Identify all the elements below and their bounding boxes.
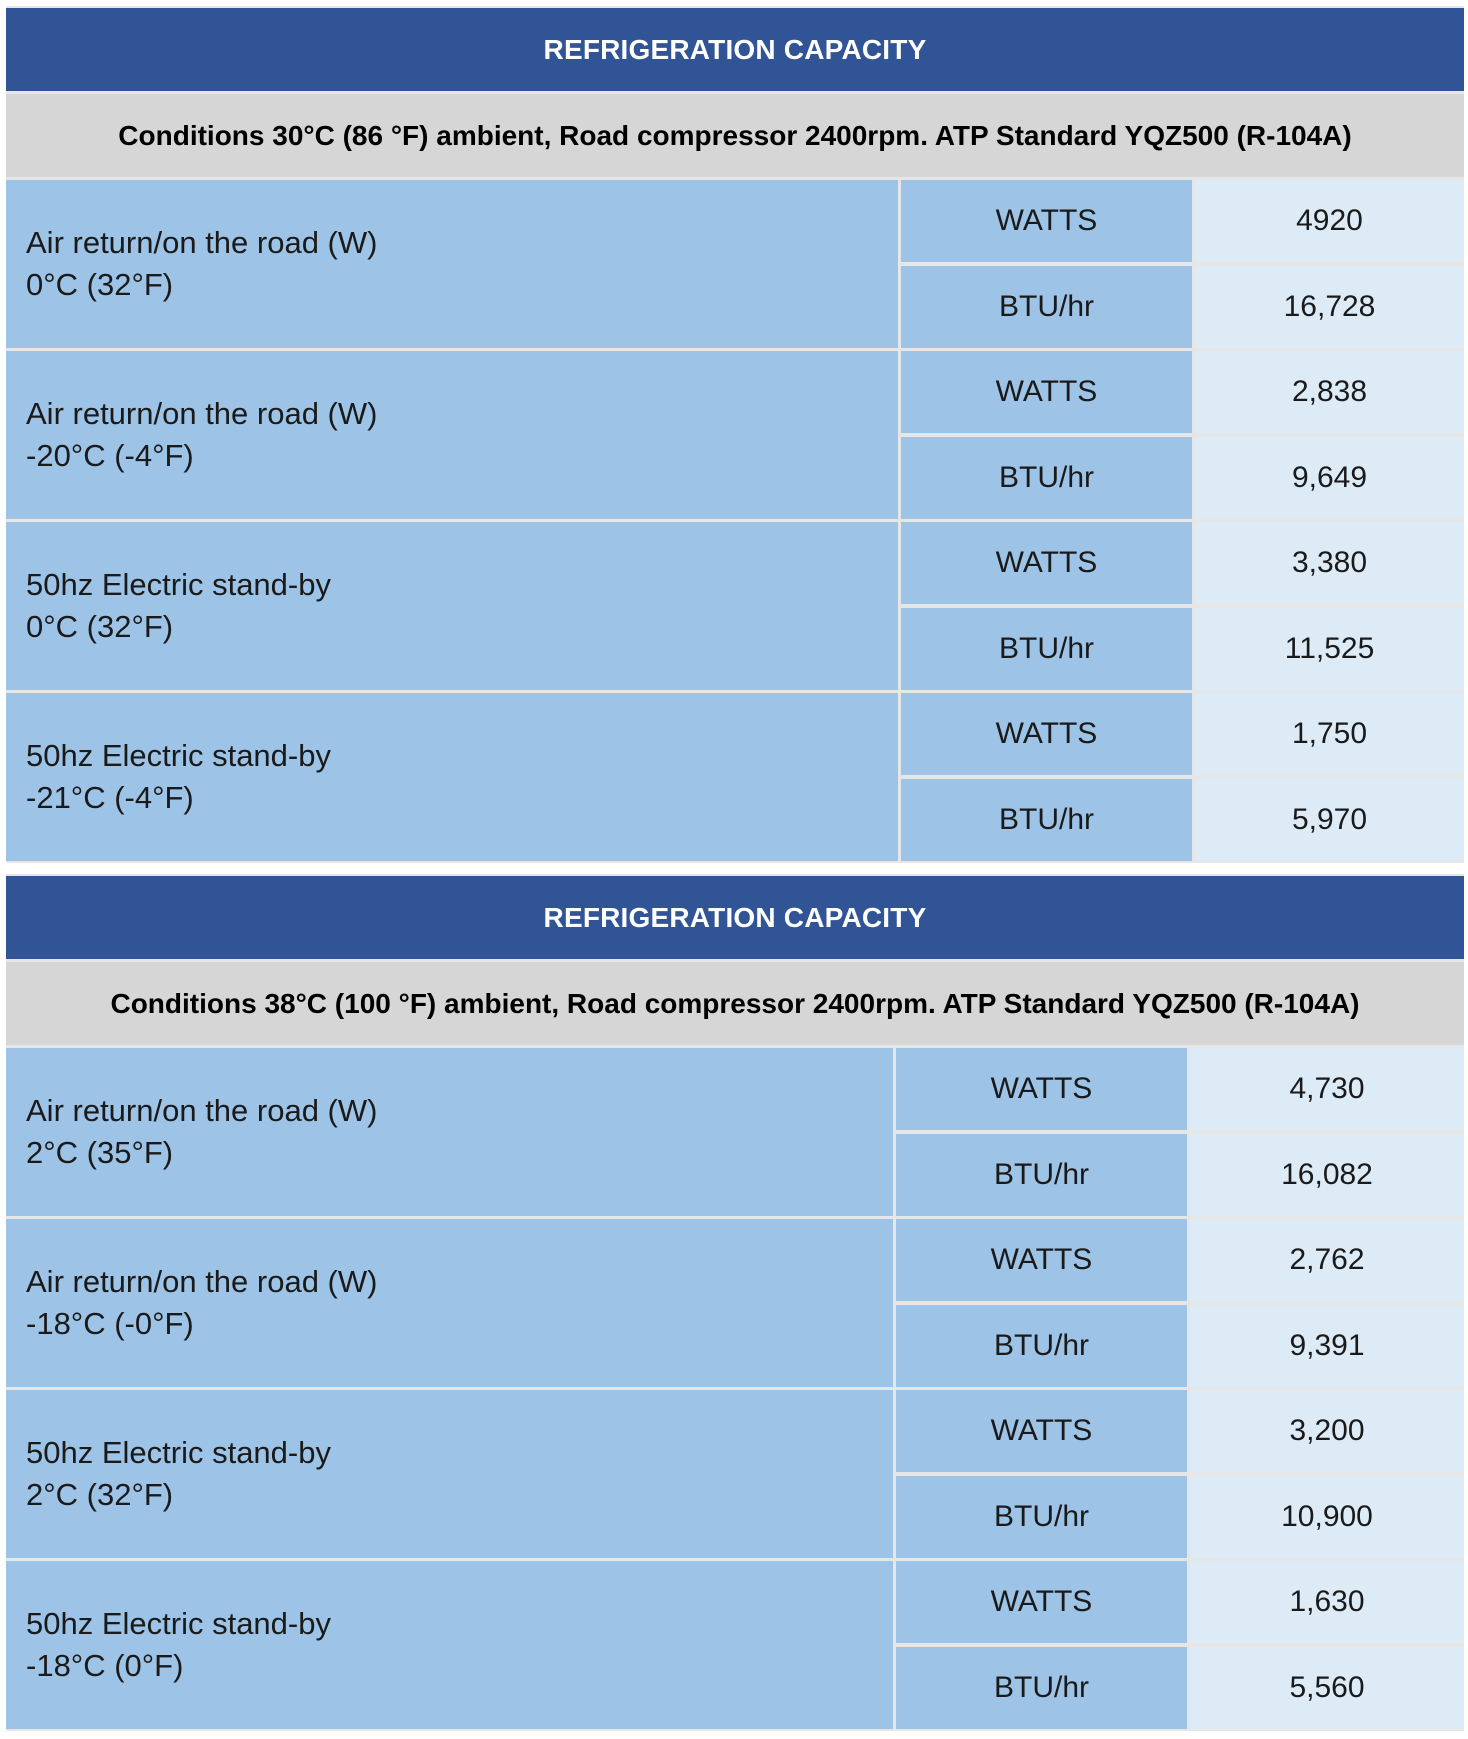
table-title: REFRIGERATION CAPACITY [6, 876, 1464, 959]
row-label-temp: -21°C (-4°F) [26, 780, 194, 815]
unit-watts: WATTS [896, 1219, 1187, 1301]
row-label [6, 1561, 893, 1729]
value-btu: 16,728 [1195, 266, 1464, 348]
table-title: REFRIGERATION CAPACITY [6, 8, 1464, 91]
table-row [6, 180, 1464, 348]
unit-btu: BTU/hr [896, 1476, 1187, 1558]
value-watts: 1,750 [1195, 693, 1464, 775]
value-btu: 10,900 [1190, 1476, 1464, 1558]
row-label-temp: 2°C (35°F) [26, 1135, 174, 1170]
row-label-mode: 50hz Electric stand-by [26, 738, 331, 773]
row-label-mode: 50hz Electric stand-by [26, 1435, 331, 1470]
unit-watts: WATTS [896, 1048, 1187, 1130]
row-label-mode: Air return/on the road (W) [26, 225, 378, 260]
value-watts: 2,838 [1195, 351, 1464, 433]
row-label-mode: Air return/on the road (W) [26, 1093, 378, 1128]
row-label-mode: Air return/on the road (W) [26, 1264, 378, 1299]
row-label-temp: -18°C (0°F) [26, 1648, 184, 1683]
unit-btu: BTU/hr [901, 437, 1192, 519]
value-btu: 5,560 [1190, 1647, 1464, 1729]
row-label-mode: 50hz Electric stand-by [26, 1606, 331, 1641]
row-label [6, 1219, 893, 1387]
value-watts: 2,762 [1190, 1219, 1464, 1301]
value-watts: 1,630 [1190, 1561, 1464, 1643]
value-btu: 9,391 [1190, 1305, 1464, 1387]
table-row [6, 351, 1464, 519]
conditions-header: Conditions 38°C (100 °F) ambient, Road compressor 2400rpm. ATP Standard YQZ500 (R-104A) [6, 962, 1464, 1045]
value-btu: 16,082 [1190, 1134, 1464, 1216]
unit-btu: BTU/hr [896, 1305, 1187, 1387]
table-row [6, 1390, 1464, 1558]
unit-btu: BTU/hr [901, 779, 1192, 861]
value-watts: 4920 [1195, 180, 1464, 262]
value-btu: 9,649 [1195, 437, 1464, 519]
table-row [6, 1219, 1464, 1387]
capacity-table-30c [6, 6, 1464, 863]
unit-btu: BTU/hr [896, 1134, 1187, 1216]
unit-watts: WATTS [901, 522, 1192, 604]
table-row [6, 693, 1464, 861]
row-label [6, 1048, 893, 1216]
row-label [6, 522, 898, 690]
value-watts: 4,730 [1190, 1048, 1464, 1130]
row-label-mode: 50hz Electric stand-by [26, 567, 331, 602]
table-row [6, 1048, 1464, 1216]
unit-watts: WATTS [901, 180, 1192, 262]
unit-watts: WATTS [896, 1561, 1187, 1643]
row-label [6, 180, 898, 348]
table-row [6, 1561, 1464, 1729]
value-watts: 3,200 [1190, 1390, 1464, 1472]
unit-btu: BTU/hr [896, 1647, 1187, 1729]
table-row [6, 522, 1464, 690]
row-label-temp: 0°C (32°F) [26, 609, 174, 644]
conditions-header: Conditions 30°C (86 °F) ambient, Road compressor 2400rpm. ATP Standard YQZ500 (R-104A) [6, 94, 1464, 177]
row-label-temp: -18°C (-0°F) [26, 1306, 194, 1341]
row-label [6, 351, 898, 519]
row-label-temp: 2°C (32°F) [26, 1477, 174, 1512]
row-label [6, 1390, 893, 1558]
unit-btu: BTU/hr [901, 608, 1192, 690]
capacity-table-38c [6, 874, 1464, 1731]
value-watts: 3,380 [1195, 522, 1464, 604]
unit-watts: WATTS [896, 1390, 1187, 1472]
row-label-mode: Air return/on the road (W) [26, 396, 378, 431]
row-label-temp: 0°C (32°F) [26, 267, 174, 302]
row-label-temp: -20°C (-4°F) [26, 438, 194, 473]
unit-watts: WATTS [901, 693, 1192, 775]
unit-watts: WATTS [901, 351, 1192, 433]
unit-btu: BTU/hr [901, 266, 1192, 348]
value-btu: 5,970 [1195, 779, 1464, 861]
row-label [6, 693, 898, 861]
value-btu: 11,525 [1195, 608, 1464, 690]
